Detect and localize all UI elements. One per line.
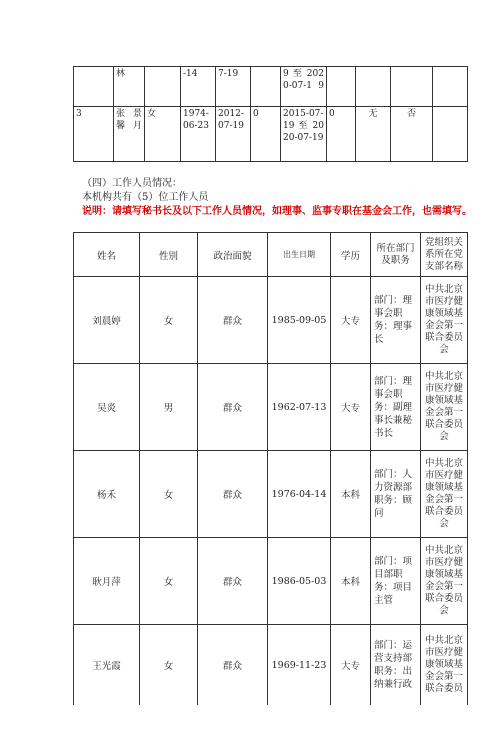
staff-education: 大专 (331, 277, 371, 364)
staff-birth: 1969-11-23 (268, 625, 331, 706)
staff-name: 王光霞 (74, 625, 140, 706)
staff-gender: 女 (140, 538, 198, 625)
table-row (74, 625, 468, 706)
staff-education: 大专 (331, 625, 371, 706)
staff-table (73, 232, 468, 705)
cell-no: 3 (74, 107, 114, 162)
cell-name: 张景馨月 (114, 107, 145, 162)
cell-birth: -14 (181, 67, 216, 107)
instruction-note: 说明：请填写秘书长及以下工作人员情况，如理事、监事专职在基金会工作，也需填写。 (82, 206, 472, 217)
cell-c10: 否 (391, 107, 433, 162)
table-row (74, 538, 468, 625)
header-name: 姓名 (74, 233, 140, 277)
header-party: 党组织关系所在党支部名称 (421, 233, 468, 277)
staff-dept: 部门：项目部职务：项目主管 (371, 538, 421, 625)
staff-party: 中共北京市医疗健康领域基金会第一联合委员会 (421, 277, 468, 364)
section-heading: （四）工作人员情况： (82, 178, 182, 189)
cell-no (74, 67, 114, 107)
cell-start: 2012-07-19 (216, 107, 251, 162)
cell-c9 (356, 67, 391, 107)
staff-education: 本科 (331, 538, 371, 625)
staff-political: 群众 (198, 277, 268, 364)
table-row (74, 277, 468, 364)
cell-c8 (327, 67, 356, 107)
cell-c6 (251, 67, 281, 107)
staff-gender: 女 (140, 625, 198, 706)
cell-period: 9 至 2020-07-1 9 (281, 67, 327, 107)
staff-gender: 女 (140, 451, 198, 538)
staff-political: 群众 (198, 625, 268, 706)
staff-education: 大专 (331, 364, 371, 451)
table-row (74, 451, 468, 538)
staff-dept: 部门：人力资源部职务：顾问 (371, 451, 421, 538)
staff-political: 群众 (198, 538, 268, 625)
cell-start: 7-19 (216, 67, 251, 107)
staff-dept: 部门：运营支持部职务：出纳兼行政 (371, 625, 421, 706)
cell-c9: 无 (356, 107, 391, 162)
header-political: 政治面貌 (198, 233, 268, 277)
staff-gender: 女 (140, 277, 198, 364)
cell-birth: 1974-06-23 (181, 107, 216, 162)
staff-party: 中共北京市医疗健康领域基金会第一联合委员 (421, 625, 468, 706)
cell-c11 (433, 107, 468, 162)
table-row (74, 67, 468, 107)
header-birth: 出生日期 (268, 233, 331, 277)
staff-party: 中共北京市医疗健康领域基金会第一联合委员会 (421, 364, 468, 451)
staff-political: 群众 (198, 451, 268, 538)
staff-dept: 部门：理事会职务：副理事长兼秘书长 (371, 364, 421, 451)
header-education: 学历 (331, 233, 371, 277)
staff-party: 中共北京市医疗健康领域基金会第一联合委员会 (421, 451, 468, 538)
staff-education: 本科 (331, 451, 371, 538)
cell-period: 2015-07-19 至 2020-07-19 (281, 107, 327, 162)
header-dept: 所在部门及职务 (371, 233, 421, 277)
cell-c11 (433, 67, 468, 107)
cell-c10 (391, 67, 433, 107)
staff-name: 吴炎 (74, 364, 140, 451)
staff-name: 耿月萍 (74, 538, 140, 625)
staff-name: 杨禾 (74, 451, 140, 538)
staff-dept: 部门：理事会职务：理事长 (371, 277, 421, 364)
cell-c6: 0 (251, 107, 281, 162)
table-header-row (74, 233, 468, 277)
previous-table (73, 66, 468, 162)
staff-name: 刘晨婷 (74, 277, 140, 364)
table-row (74, 107, 468, 162)
table-row (74, 364, 468, 451)
cell-gender (145, 67, 181, 107)
cell-name: 林 (114, 67, 145, 107)
staff-political: 群众 (198, 364, 268, 451)
staff-birth: 1962-07-13 (268, 364, 331, 451)
staff-birth: 1976-04-14 (268, 451, 331, 538)
cell-c8: 0 (327, 107, 356, 162)
staff-gender: 男 (140, 364, 198, 451)
header-gender: 性别 (140, 233, 198, 277)
cell-gender: 女 (145, 107, 181, 162)
staff-birth: 1985-09-05 (268, 277, 331, 364)
staff-party: 中共北京市医疗健康领域基金会第一联合委员会 (421, 538, 468, 625)
staff-birth: 1986-05-03 (268, 538, 331, 625)
staff-count-line: 本机构共有（5）位工作人员 (82, 192, 209, 203)
